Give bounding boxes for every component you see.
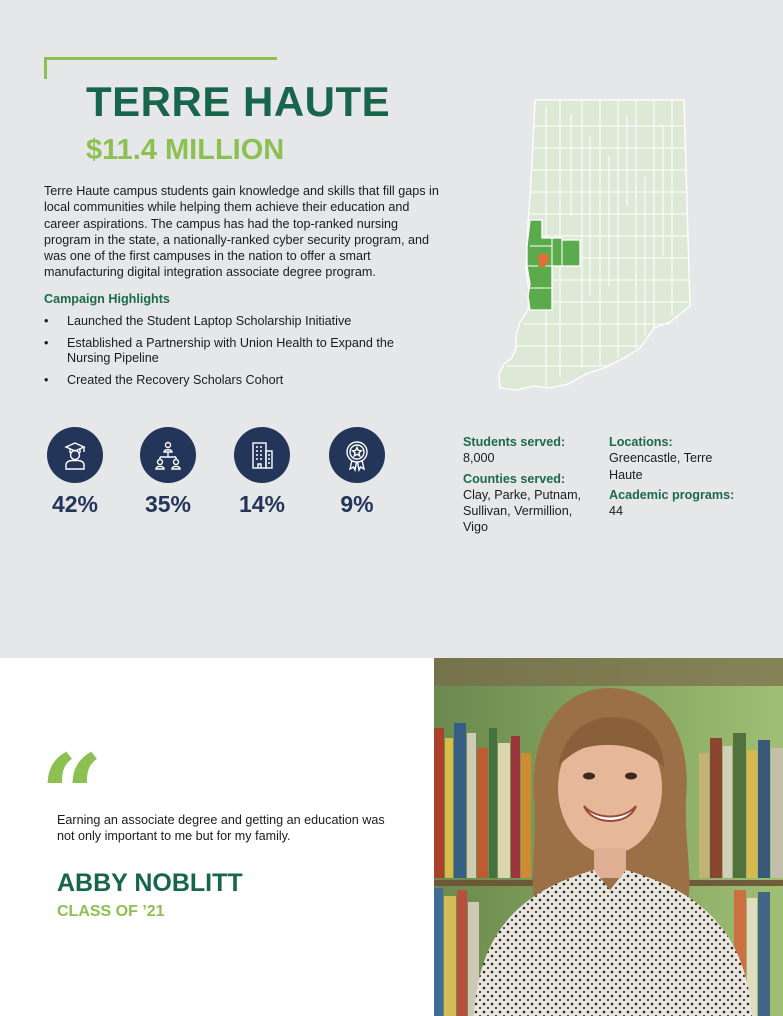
- campaign-amount: $11.4 MILLION: [86, 134, 285, 166]
- indiana-county-map: [494, 96, 694, 396]
- stat-percent: 9%: [340, 491, 374, 517]
- award-badge-icon: [329, 427, 385, 483]
- highlight-item: • Established a Partnership with Union Health to Expand the Nursing Pipeline: [44, 336, 424, 367]
- stat-graduates: [35, 427, 115, 518]
- stat-community: [128, 427, 208, 518]
- highlights-heading: Campaign Highlights: [44, 292, 170, 306]
- locations-label: Locations:: [609, 435, 673, 449]
- stat-percent: 42%: [51, 491, 99, 517]
- title-bracket-decoration: [44, 57, 277, 79]
- quote-mark-icon: “: [40, 730, 104, 859]
- page-title: TERRE HAUTE: [86, 78, 391, 125]
- highlights-list: [44, 314, 424, 394]
- academic-programs-label: Academic programs:: [609, 487, 735, 502]
- highlight-item: • Launched the Student Laptop Scholarship Initiative: [44, 314, 424, 330]
- students-served-value: 8,000: [463, 451, 495, 466]
- highlight-item: • Created the Recovery Scholars Cohort: [44, 373, 424, 389]
- locations-value: Greencastle, Terre Haute: [609, 451, 713, 482]
- stat-facilities: [222, 427, 302, 518]
- building-icon: [234, 427, 290, 483]
- stat-percent: 35%: [144, 491, 192, 517]
- campus-description: Terre Haute campus students gain knowledge and skills that fill gaps in local communities while helping them achieve their education and career aspirations. The campus has had the top-ranked nursing program in the state, a nationally-ranked cyber security program, and was one of the first campuses in the nation to offer a smart manufacturing digital integration associate degree program.: [44, 184, 439, 280]
- testimonial-quote: Earning an associate degree and getting an education was not only important to me but for my family.: [57, 813, 385, 844]
- academic-programs-value: 44: [609, 504, 624, 519]
- graduate-icon: [47, 427, 103, 483]
- testimonial-class: CLASS OF ’21: [57, 903, 165, 920]
- stat-awards: [317, 427, 397, 518]
- student-portrait-photo: [434, 658, 783, 1016]
- stat-percent: 14%: [238, 491, 286, 517]
- testimonial-name: ABBY NOBLITT: [57, 869, 243, 897]
- people-network-icon: [140, 427, 196, 483]
- counties-served-value: Clay, Parke, Putnam, Sullivan, Vermillion, Vigo: [463, 487, 582, 535]
- info-column-right: [609, 434, 749, 519]
- counties-served-label: Counties served:: [463, 471, 566, 486]
- info-column-left: [463, 434, 595, 536]
- students-served-label: Students served:: [463, 435, 566, 449]
